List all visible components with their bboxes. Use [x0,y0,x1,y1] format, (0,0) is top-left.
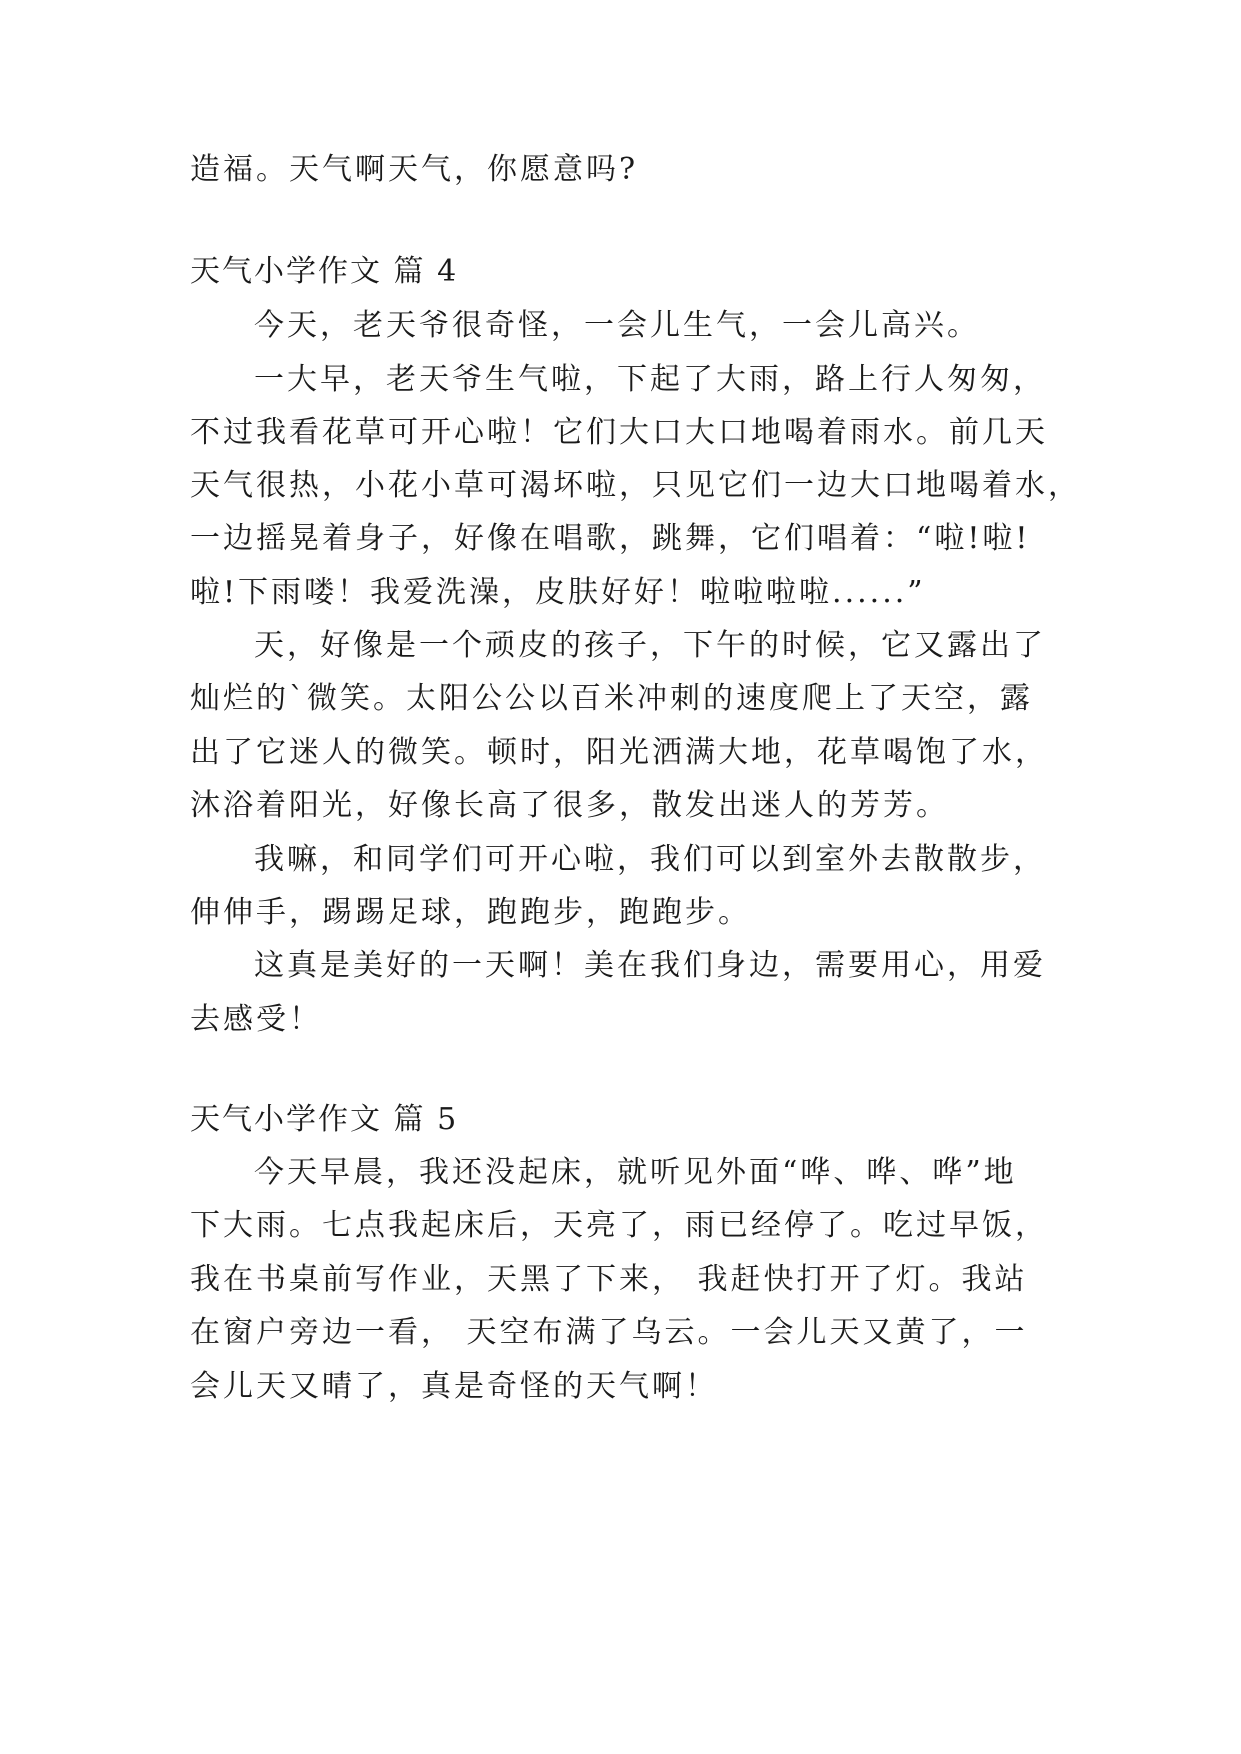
paragraph-line: 去感受！ [190,1002,322,1037]
paragraph-line: 在窗户旁边一看， 天空布满了乌云。一会儿天又黄了，一 [190,1315,1028,1350]
paragraph-line: 下大雨。七点我起床后，天亮了，雨已经停了。吃过早饭， [190,1208,1048,1243]
paragraph-line: 不过我看花草可开心啦！它们大口大口地喝着雨水。前几天 [190,415,1048,450]
paragraph-line: 今天，老天爷很奇怪，一会儿生气，一会儿高兴。 [254,308,980,343]
paragraph-line: 这真是美好的一天啊！美在我们身边，需要用心，用爱 [254,948,1046,983]
paragraph-line: 一大早，老天爷生气啦，下起了大雨，路上行人匆匆， [254,362,1046,397]
paragraph-line: 啦!下雨喽！我爱洗澡，皮肤好好！啦啦啦啦......” [190,575,926,610]
essay-4-heading: 天气小学作文 篇 4 [190,254,459,289]
essay-5-heading: 天气小学作文 篇 5 [190,1102,459,1137]
paragraph-line: 我在书桌前写作业，天黑了下来， 我赶快打开了灯。我站 [190,1262,1028,1297]
paragraph-line: 我嘛，和同学们可开心啦，我们可以到室外去散散步， [254,842,1046,877]
paragraph-line: 出了它迷人的微笑。顿时，阳光洒满大地，花草喝饱了水， [190,735,1048,770]
paragraph-line: 天，好像是一个顽皮的孩子，下午的时候，它又露出了 [254,628,1046,663]
paragraph-line: 造福。天气啊天气，你愿意吗? [190,152,639,187]
paragraph-line: 一边摇晃着身子，好像在唱歌，跳舞，它们唱着：“啦!啦! [190,521,1031,556]
paragraph-line: 伸伸手，踢踢足球，跑跑步，跑跑步。 [190,895,751,930]
paragraph-line: 天气很热，小花小草可渴坏啦，只见它们一边大口地喝着水， [190,468,1081,503]
paragraph-line: 今天早晨，我还没起床，就听见外面“哗、哗、哗”地 [254,1155,1017,1190]
paragraph-line: 灿烂的`微笑。太阳公公以百米冲刺的速度爬上了天空，露 [190,681,1033,716]
paragraph-line: 会儿天又晴了，真是奇怪的天气啊！ [190,1369,718,1404]
paragraph-line: 沐浴着阳光，好像长高了很多，散发出迷人的芳芳。 [190,788,949,823]
